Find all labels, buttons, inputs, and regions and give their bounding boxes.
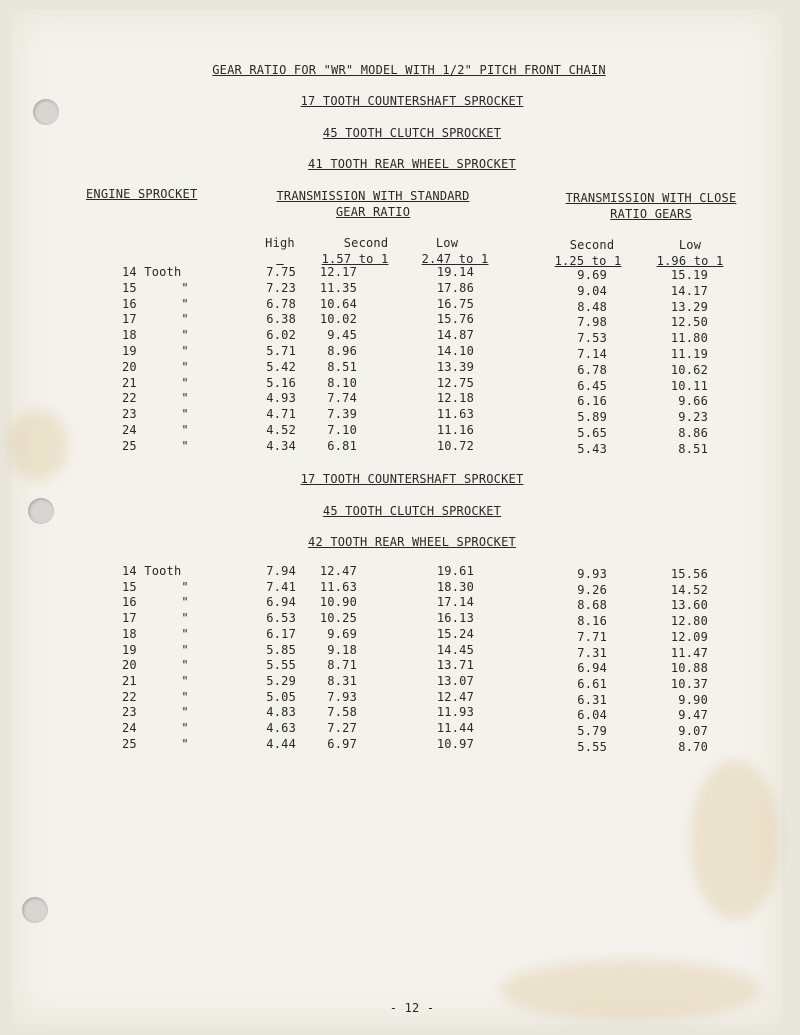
std-low-cell: 15.24 <box>436 626 474 641</box>
std-low-cell: 14.10 <box>436 344 474 358</box>
std-low-cell: 14.87 <box>436 328 474 343</box>
std-low-cell: 19.61 <box>436 564 474 578</box>
close-low-cell: 11.19 <box>670 347 708 361</box>
close-low-cell: 15.56 <box>670 567 708 581</box>
binder-hole <box>28 498 54 524</box>
close-low-cell: 9.47 <box>678 708 708 723</box>
engine-sprocket-cell: 15 " <box>122 280 189 295</box>
close-second-cell: 7.71 <box>577 629 607 644</box>
std-low-cell: 13.39 <box>436 359 474 374</box>
close-low-cell: 11.47 <box>670 645 708 660</box>
engine-sprocket-header: ENGINE SPROCKET <box>86 187 198 201</box>
rear-wheel-heading-2: 42 TOOTH REAR WHEEL SPROCKET <box>308 535 516 549</box>
high-cell: 6.94 <box>266 595 296 610</box>
high-cell: 4.71 <box>266 407 296 422</box>
std-low-cell: 12.18 <box>436 391 474 406</box>
high-cell: 5.29 <box>266 673 296 688</box>
col-std-second-ratio: 1.57 to 1 <box>321 252 389 266</box>
high-cell: 5.85 <box>266 642 296 657</box>
high-cell: 6.02 <box>266 328 296 343</box>
close-second-cell: 8.16 <box>577 614 607 629</box>
close-low-cell: 13.29 <box>670 299 708 314</box>
std-low-cell: 15.76 <box>436 312 474 327</box>
std-low-cell: 16.13 <box>436 611 474 626</box>
high-cell: 7.41 <box>266 579 296 594</box>
close-second-cell: 9.69 <box>577 268 607 282</box>
col-close-low-ratio: 1.96 to 1 <box>656 254 724 268</box>
high-cell: 7.94 <box>266 564 296 578</box>
close-low-cell: 12.09 <box>670 629 708 644</box>
std-low-cell: 17.14 <box>436 595 474 610</box>
close-second-cell: 7.14 <box>577 347 607 361</box>
close-low-cell: 9.07 <box>678 724 708 738</box>
close-second-cell: 5.65 <box>577 426 607 440</box>
std-low-cell: 13.07 <box>436 673 474 688</box>
std-second-cell: 6.97 <box>327 736 357 751</box>
std-low-cell: 11.16 <box>436 423 474 437</box>
high-cell: 6.53 <box>266 611 296 626</box>
engine-sprocket-cell: 25 " <box>122 736 189 751</box>
std-second-cell: 7.10 <box>327 423 357 437</box>
engine-sprocket-cell: 15 " <box>122 579 189 594</box>
high-cell: 4.44 <box>266 736 296 751</box>
high-cell: 6.78 <box>266 296 296 311</box>
engine-sprocket-cell: 22 " <box>122 391 189 406</box>
std-second-cell: 9.45 <box>327 328 357 343</box>
close-low-cell: 13.60 <box>670 598 708 613</box>
std-low-cell: 11.44 <box>436 721 474 735</box>
std-second-cell: 7.39 <box>327 407 357 422</box>
binder-hole <box>33 99 59 125</box>
std-second-cell: 12.17 <box>319 265 357 279</box>
engine-sprocket-cell: 17 " <box>122 611 189 626</box>
high-cell: 6.38 <box>266 312 296 327</box>
engine-sprocket-cell: 19 " <box>122 344 189 358</box>
engine-sprocket-cell: 23 " <box>122 407 189 422</box>
high-cell: 5.55 <box>266 658 296 673</box>
close-low-cell: 8.86 <box>678 426 708 440</box>
std-second-cell: 10.64 <box>319 296 357 311</box>
close-second-cell: 6.04 <box>577 708 607 723</box>
close-low-cell: 9.66 <box>678 394 708 409</box>
engine-sprocket-cell: 24 " <box>122 721 189 735</box>
std-second-cell: 8.10 <box>327 375 357 390</box>
std-low-cell: 17.86 <box>436 280 474 295</box>
paper-stain <box>500 960 760 1020</box>
close-low-cell: 10.11 <box>670 378 708 393</box>
engine-sprocket-cell: 18 " <box>122 328 189 343</box>
std-second-cell: 8.96 <box>327 344 357 358</box>
engine-sprocket-cell: 23 " <box>122 705 189 720</box>
std-second-cell: 7.93 <box>327 689 357 704</box>
high-cell: 5.71 <box>266 344 296 358</box>
countershaft-heading-1: 17 TOOTH COUNTERSHAFT SPROCKET <box>300 94 524 108</box>
std-low-cell: 11.63 <box>436 407 474 422</box>
std-second-cell: 6.81 <box>327 438 357 453</box>
high-cell: 5.05 <box>266 689 296 704</box>
std-low-cell: 18.30 <box>436 579 474 594</box>
engine-sprocket-cell: 16 " <box>122 595 189 610</box>
standard-header-line1: TRANSMISSION WITH STANDARD <box>276 189 470 203</box>
std-low-cell: 13.71 <box>436 658 474 673</box>
close-second-cell: 8.48 <box>577 299 607 314</box>
close-low-cell: 8.70 <box>678 739 708 754</box>
close-low-cell: 15.19 <box>670 268 708 282</box>
close-second-cell: 8.68 <box>577 598 607 613</box>
rear-wheel-heading-1: 41 TOOTH REAR WHEEL SPROCKET <box>308 157 516 171</box>
high-cell: 7.23 <box>266 280 296 295</box>
engine-sprocket-cell: 18 " <box>122 626 189 641</box>
engine-sprocket-cell: 19 " <box>122 642 189 657</box>
close-low-cell: 14.52 <box>670 582 708 597</box>
close-low-cell: 14.17 <box>670 283 708 298</box>
high-cell: 4.63 <box>266 721 296 735</box>
document-title: GEAR RATIO FOR "WR" MODEL WITH 1/2" PITCH FRONT CHAIN <box>212 63 606 77</box>
engine-sprocket-cell: 24 " <box>122 423 189 437</box>
high-cell: 7.75 <box>266 265 296 279</box>
close-second-cell: 9.04 <box>577 283 607 298</box>
page-number: - 12 - <box>389 1001 435 1015</box>
clutch-heading-1: 45 TOOTH CLUTCH SPROCKET <box>322 126 502 140</box>
std-second-cell: 10.25 <box>319 611 357 626</box>
col-std-low-ratio: 2.47 to 1 <box>421 252 489 266</box>
std-second-cell: 10.02 <box>319 312 357 327</box>
col-close-second-label: Second <box>569 238 615 252</box>
close-second-cell: 7.98 <box>577 315 607 330</box>
close-second-cell: 6.78 <box>577 362 607 377</box>
engine-sprocket-cell: 14 Tooth <box>122 564 182 578</box>
close-second-cell: 5.43 <box>577 441 607 456</box>
std-low-cell: 16.75 <box>436 296 474 311</box>
close-low-cell: 9.90 <box>678 692 708 707</box>
high-cell: 4.34 <box>266 438 296 453</box>
binder-hole <box>22 897 48 923</box>
std-low-cell: 12.47 <box>436 689 474 704</box>
close-second-cell: 6.45 <box>577 378 607 393</box>
std-second-cell: 7.74 <box>327 391 357 406</box>
std-low-cell: 14.45 <box>436 642 474 657</box>
close-low-cell: 9.23 <box>678 410 708 425</box>
close-second-cell: 7.31 <box>577 645 607 660</box>
engine-sprocket-cell: 14 Tooth <box>122 265 182 279</box>
paper-stain <box>8 410 68 480</box>
close-second-cell: 7.53 <box>577 331 607 346</box>
engine-sprocket-cell: 17 " <box>122 312 189 327</box>
engine-sprocket-cell: 22 " <box>122 689 189 704</box>
high-cell: 5.16 <box>266 375 296 390</box>
close-second-cell: 6.31 <box>577 692 607 707</box>
close-second-cell: 9.93 <box>577 567 607 581</box>
close-second-cell: 6.94 <box>577 661 607 676</box>
std-second-cell: 9.69 <box>327 626 357 641</box>
std-low-cell: 19.14 <box>436 265 474 279</box>
high-cell: 6.17 <box>266 626 296 641</box>
close-low-cell: 10.37 <box>670 676 708 691</box>
col-std-low-label: Low <box>435 236 459 250</box>
std-second-cell: 8.31 <box>327 673 357 688</box>
close-low-cell: 11.80 <box>670 331 708 346</box>
col-high-label: High <box>265 236 295 250</box>
col-close-second-ratio: 1.25 to 1 <box>554 254 622 268</box>
engine-sprocket-cell: 21 " <box>122 673 189 688</box>
std-second-cell: 11.35 <box>319 280 357 295</box>
std-low-cell: 10.72 <box>436 438 474 453</box>
close-header-line2: RATIO GEARS <box>610 207 692 221</box>
paper-stain <box>690 760 780 920</box>
close-second-cell: 6.16 <box>577 394 607 409</box>
std-second-cell: 8.51 <box>327 359 357 374</box>
close-second-cell: 5.89 <box>577 410 607 425</box>
close-low-cell: 10.62 <box>670 362 708 377</box>
close-low-cell: 12.80 <box>670 614 708 629</box>
close-second-cell: 6.61 <box>577 676 607 691</box>
std-second-cell: 10.90 <box>319 595 357 610</box>
standard-header-line2: GEAR RATIO <box>335 205 411 219</box>
col-std-second-label: Second <box>343 236 389 250</box>
close-second-cell: 5.79 <box>577 724 607 738</box>
close-header-line1: TRANSMISSION WITH CLOSE <box>565 191 737 205</box>
std-low-cell: 12.75 <box>436 375 474 390</box>
std-second-cell: 9.18 <box>327 642 357 657</box>
high-cell: 4.93 <box>266 391 296 406</box>
high-cell: 4.83 <box>266 705 296 720</box>
close-low-cell: 12.50 <box>670 315 708 330</box>
high-cell: 4.52 <box>266 423 296 437</box>
clutch-heading-2: 45 TOOTH CLUTCH SPROCKET <box>322 504 502 518</box>
engine-sprocket-cell: 21 " <box>122 375 189 390</box>
close-low-cell: 8.51 <box>678 441 708 456</box>
countershaft-heading-2: 17 TOOTH COUNTERSHAFT SPROCKET <box>300 472 524 486</box>
std-second-cell: 7.58 <box>327 705 357 720</box>
engine-sprocket-cell: 25 " <box>122 438 189 453</box>
engine-sprocket-cell: 20 " <box>122 658 189 673</box>
std-second-cell: 7.27 <box>327 721 357 735</box>
close-second-cell: 5.55 <box>577 739 607 754</box>
std-second-cell: 8.71 <box>327 658 357 673</box>
std-second-cell: 12.47 <box>319 564 357 578</box>
std-low-cell: 10.97 <box>436 736 474 751</box>
close-low-cell: 10.88 <box>670 661 708 676</box>
engine-sprocket-cell: 16 " <box>122 296 189 311</box>
std-second-cell: 11.63 <box>319 579 357 594</box>
col-close-low-label: Low <box>678 238 702 252</box>
col-high-underline <box>264 252 296 266</box>
std-low-cell: 11.93 <box>436 705 474 720</box>
close-second-cell: 9.26 <box>577 582 607 597</box>
high-cell: 5.42 <box>266 359 296 374</box>
engine-sprocket-cell: 20 " <box>122 359 189 374</box>
